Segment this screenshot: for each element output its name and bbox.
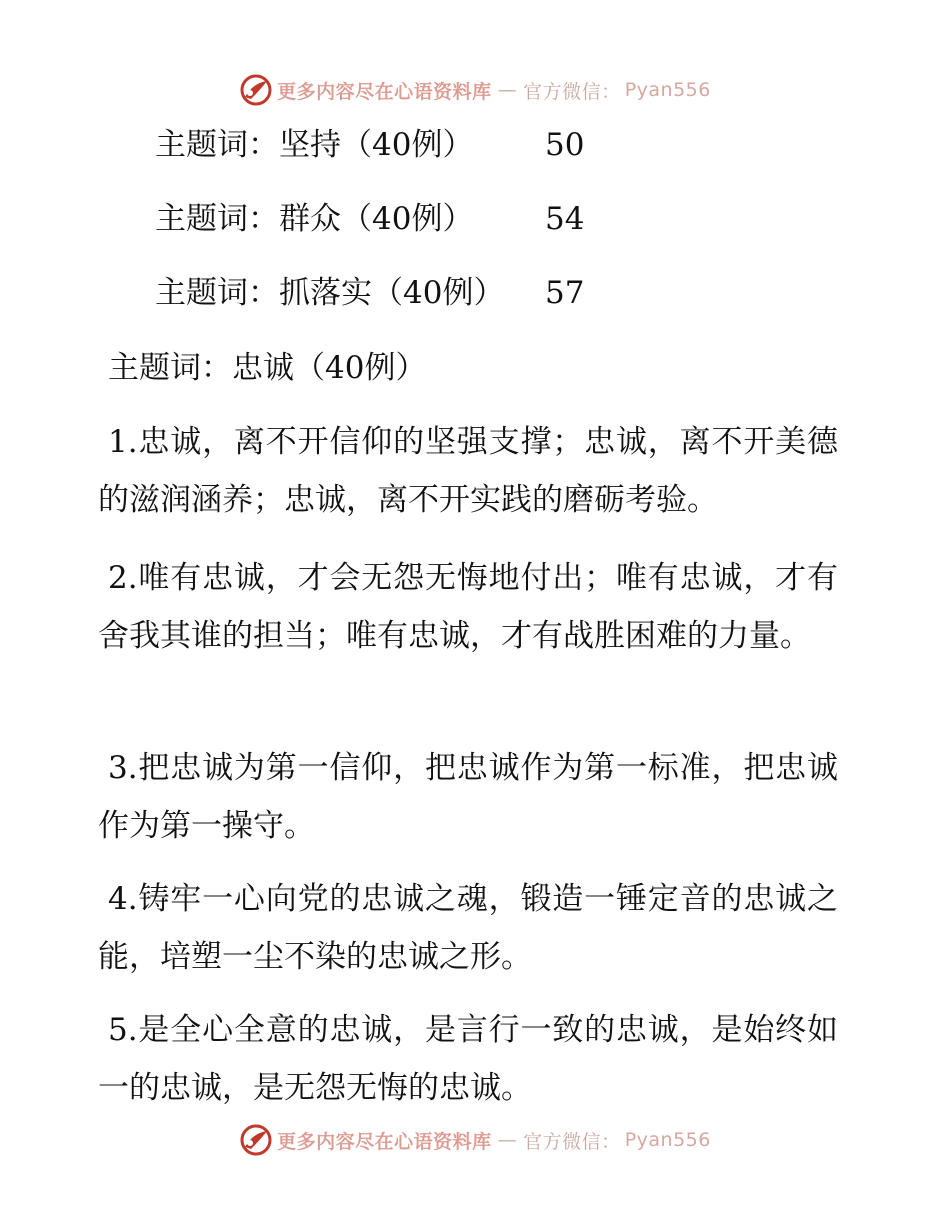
toc-entry-page: 54 <box>545 201 585 237</box>
watermark-official-label: 官方微信： <box>523 1130 621 1153</box>
toc-entry-page: 50 <box>545 127 585 163</box>
paragraph: 2.唯有忠诚，才会无怨无悔地付出；唯有忠诚，才有舍我其谁的担当；唯有忠诚，才有战胜困难的力量。 <box>98 560 838 654</box>
paragraph: 3.把忠诚为第一信仰，把忠诚作为第一标准，把忠诚作为第一操守。 <box>98 750 838 844</box>
pen-logo-icon <box>239 73 273 107</box>
toc-entry <box>155 125 585 165</box>
watermark-dash: — <box>497 79 518 101</box>
paragraph: 5.是全心全意的忠诚，是言行一致的忠诚，是始终如一的忠诚，是无怨无悔的忠诚。 <box>98 1012 838 1106</box>
watermark-official-label: 官方微信： <box>523 80 621 103</box>
watermark-text: 更多内容尽在心语资料库 <box>277 80 492 103</box>
watermark-wechat-id: Pyan556 <box>624 79 711 101</box>
paragraph: 4.铸牢一心向党的忠诚之魂，锻造一锤定音的忠诚之能，培塑一尘不染的忠诚之形。 <box>98 881 838 975</box>
toc-entry-page: 57 <box>545 275 585 311</box>
section-heading: 主题词：忠诚（40例） <box>108 350 427 386</box>
footer-watermark <box>0 1120 950 1160</box>
toc-entry-title: 主题词：坚持（40例） <box>155 127 474 163</box>
pen-logo-icon <box>239 1123 273 1157</box>
watermark-wechat-id: Pyan556 <box>624 1129 711 1151</box>
paragraph: 1.忠诚，离不开信仰的坚强支撑；忠诚，离不开美德的滋润涵养；忠诚，离不开实践的磨砺考验。 <box>98 424 838 518</box>
header-watermark <box>0 70 950 110</box>
toc-entry <box>155 199 585 239</box>
watermark-text: 更多内容尽在心语资料库 <box>277 1130 492 1153</box>
toc-entry-title: 主题词：群众（40例） <box>155 201 474 237</box>
toc-entry-title: 主题词：抓落实（40例） <box>155 275 505 311</box>
toc-entry <box>155 273 585 313</box>
watermark-dash: — <box>497 1129 518 1151</box>
